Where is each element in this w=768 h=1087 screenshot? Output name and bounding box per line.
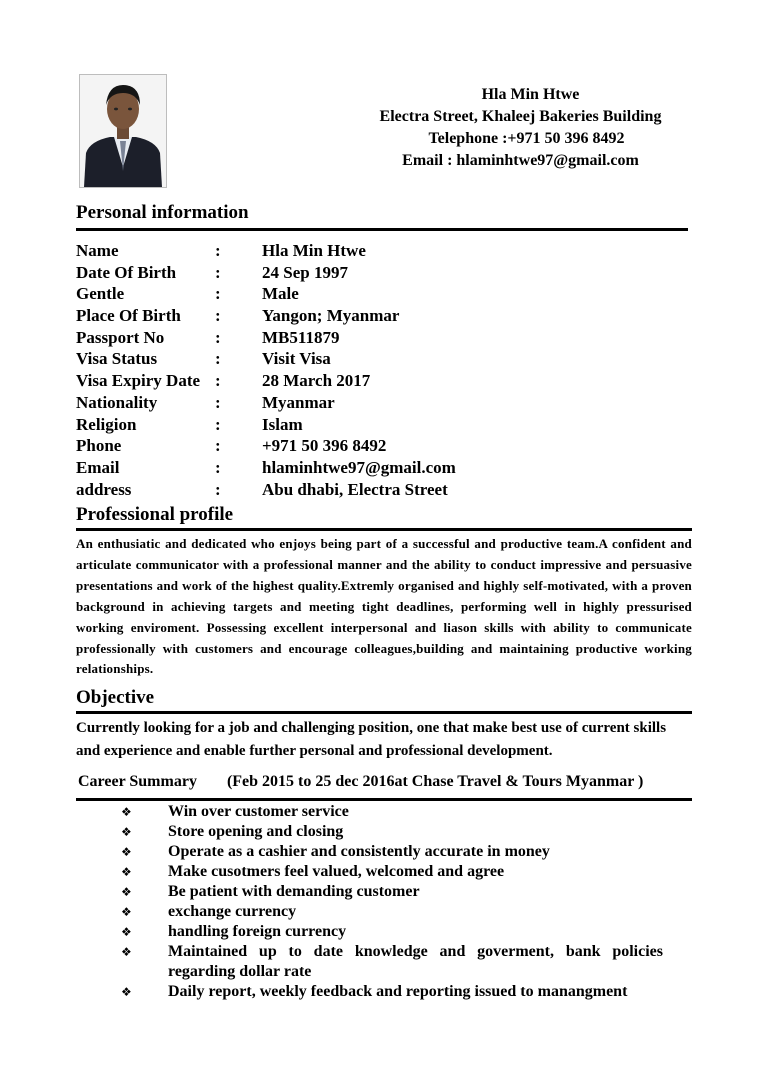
list-item-text: Store opening and closing [168, 823, 344, 840]
list-item [118, 882, 663, 902]
diamond-bullet-icon: ❖ [121, 825, 132, 839]
info-label: Place Of Birth [76, 306, 181, 326]
info-label: Nationality [76, 392, 158, 412]
list-item-text: Make cusotmers feel valued, welcomed and agree [168, 863, 505, 880]
info-colon: : [215, 414, 221, 434]
info-value: Hla Min Htwe [262, 241, 366, 260]
info-row [76, 457, 696, 479]
header-telephone: Telephone :+971 50 396 8492 [428, 130, 625, 147]
list-item-text: Daily report, weekly feedback and reporting issued to manangment [168, 983, 628, 1000]
info-colon: : [215, 479, 221, 499]
list-item-text: Maintained up to date knowledge and goverment, bank policies regarding dollar rate [168, 943, 663, 980]
diamond-bullet-icon: ❖ [121, 925, 132, 939]
section-divider [76, 711, 692, 714]
career-period: (Feb 2015 to 25 dec 2016at Chase Travel & Tours Myanmar ) [226, 773, 644, 790]
info-colon: : [215, 306, 221, 326]
info-value: Abu dhabi, Electra Street [262, 479, 448, 499]
list-item-text: Win over customer service [168, 803, 349, 820]
objective-paragraph: Currently looking for a job and challenging position, one that make best use of current skills and experience and enable further personal and professional development. [76, 720, 667, 759]
list-item [118, 802, 663, 822]
diamond-bullet-icon: ❖ [121, 985, 132, 999]
info-value: Male [262, 284, 299, 304]
info-row [76, 479, 696, 501]
header-email: Email : hlaminhtwe97@gmail.com [402, 152, 639, 169]
list-item [118, 982, 663, 1002]
info-row [76, 348, 696, 370]
header-address: Electra Street, Khaleej Bakeries Building [379, 108, 662, 125]
info-row [76, 283, 696, 305]
info-label: Name [76, 241, 119, 260]
info-row [76, 435, 696, 457]
personal-info-table [76, 240, 696, 500]
info-value: 24 Sep 1997 [262, 262, 348, 282]
info-colon: : [215, 371, 221, 391]
info-colon: : [215, 284, 221, 304]
section-divider [76, 798, 692, 801]
list-item-text: Operate as a cashier and consistently accurate in money [168, 843, 550, 860]
info-colon: : [215, 241, 221, 260]
list-item [118, 922, 663, 942]
info-label: address [76, 479, 132, 499]
list-item [118, 902, 663, 922]
info-row [76, 392, 696, 414]
portrait-image [80, 75, 166, 187]
info-value: Islam [262, 414, 303, 434]
list-item-text: exchange currency [168, 903, 297, 920]
info-row [76, 305, 696, 327]
list-item [118, 822, 663, 842]
profile-paragraph: An enthusiatic and dedicated who enjoys being part of a successful and productive team.A confident and articulate communicator with a professional manner and the ability to conduct impressive and persuasive presentations and work of the highest quality.Extremly organised and highly self-motivated, with a proven background in achieving targets and meeting tight deadlines, performing well in highly pressurised working enviroment. Possessing excellent interpersonal and liason skills with ability to communicate professionally with customers and encourage colleagues,building and maintaining productive working relationships. [76, 536, 692, 677]
section-title-profile: Professional profile [76, 504, 234, 525]
info-row [76, 327, 696, 349]
career-title: Career Summary [78, 773, 197, 790]
info-value: Yangon; Myanmar [262, 306, 400, 326]
info-colon: : [215, 327, 221, 347]
diamond-bullet-icon: ❖ [121, 865, 132, 879]
info-value: MB511879 [262, 327, 340, 347]
info-label: Passport No [76, 327, 165, 347]
info-label: Visa Expiry Date [76, 371, 201, 391]
list-item [118, 942, 663, 982]
info-label: Visa Status [76, 349, 158, 369]
section-title-personal: Personal information [76, 202, 249, 223]
profile-photo [79, 74, 167, 188]
diamond-bullet-icon: ❖ [121, 885, 132, 899]
info-row [76, 262, 696, 284]
info-value: 28 March 2017 [262, 371, 371, 391]
info-colon: : [215, 392, 221, 412]
diamond-bullet-icon: ❖ [121, 845, 132, 859]
info-colon: : [215, 349, 221, 369]
section-divider [76, 228, 688, 231]
list-item-text: handling foreign currency [168, 923, 347, 940]
section-divider [76, 528, 692, 531]
info-label: Email [76, 457, 120, 477]
list-item [118, 862, 663, 882]
career-summary-heading [78, 773, 643, 791]
info-row [76, 240, 696, 262]
list-item-text: Be patient with demanding customer [168, 883, 420, 900]
info-value: +971 50 396 8492 [262, 436, 387, 456]
info-colon: : [215, 262, 221, 282]
info-value: hlaminhtwe97@gmail.com [262, 457, 456, 477]
diamond-bullet-icon: ❖ [121, 945, 132, 959]
info-label: Phone [76, 436, 122, 456]
info-row [76, 414, 696, 436]
contact-header [360, 84, 705, 172]
info-value: Myanmar [262, 392, 335, 412]
info-colon: : [215, 457, 221, 477]
info-colon: : [215, 436, 221, 456]
info-label: Religion [76, 414, 137, 434]
section-title-objective: Objective [76, 687, 155, 708]
diamond-bullet-icon: ❖ [121, 805, 132, 819]
career-list [118, 802, 663, 1002]
info-row [76, 370, 696, 392]
list-item [118, 842, 663, 862]
diamond-bullet-icon: ❖ [121, 905, 132, 919]
info-value: Visit Visa [262, 349, 331, 369]
info-label: Date Of Birth [76, 262, 177, 282]
header-name: Hla Min Htwe [481, 86, 580, 103]
info-label: Gentle [76, 284, 125, 304]
